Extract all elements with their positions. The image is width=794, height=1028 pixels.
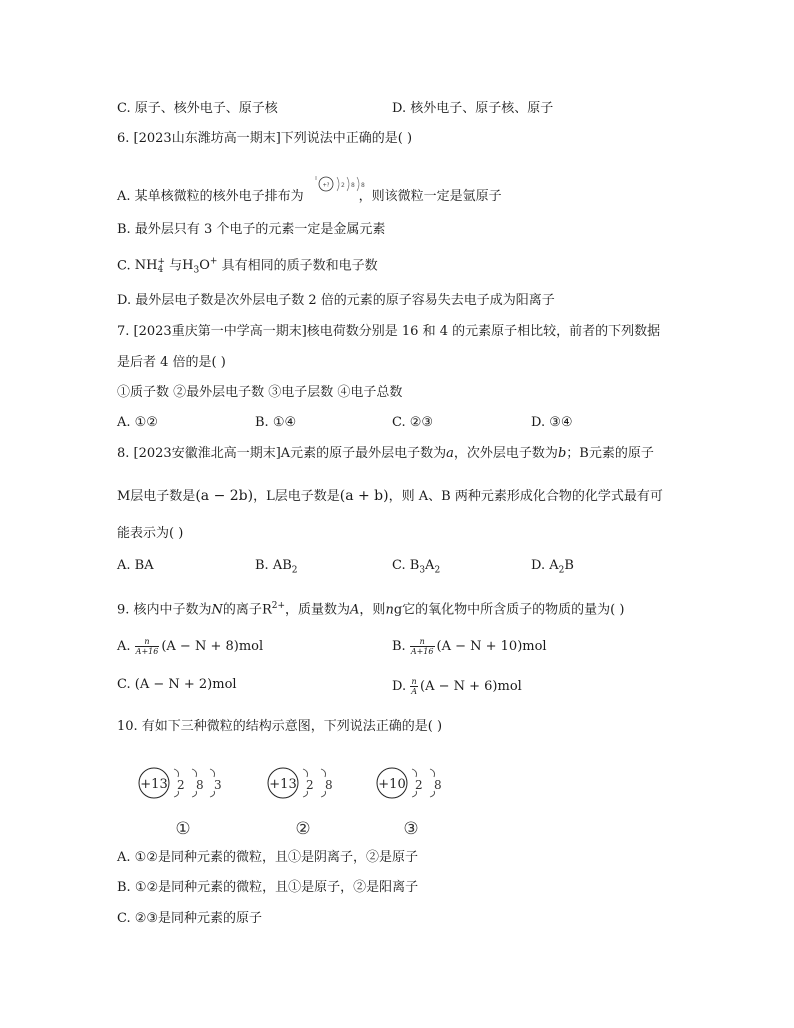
q9-option-c: C. (A − N + 2)mol — [117, 677, 237, 692]
q10-diagram-3 — [374, 763, 464, 841]
q8-line2-suffix: ，则 A、B 两种元素形成化合物的化学式最有可 — [388, 489, 663, 504]
q6-shell-arc-3 — [357, 177, 359, 191]
q10-d2-nucleus-label: +13 — [269, 777, 297, 792]
q10-d1-shell-3: 3 — [214, 778, 222, 792]
q6-h3o-formula: $H_3O^+$ — [182, 257, 218, 276]
q9-d-fraction: $\frac{n}{A}$ — [411, 677, 418, 696]
q6-atom-diagram — [314, 174, 374, 196]
q6-nucleus-label: +? — [322, 182, 330, 189]
q6-nh4-formula: NH + 4 — [134, 256, 166, 275]
q10-option-c: C. ②③是同种元素的原子 — [117, 911, 263, 926]
q10-d1-shell-2: 8 — [196, 778, 204, 792]
q8-option-b: B. $AB_2$ — [255, 558, 298, 576]
q8-line3: 能表示为( ) — [117, 526, 184, 541]
q6-option-b: B. 最外层只有 3 个电子的元素一定是金属元素 — [117, 222, 386, 237]
q8-var-b: b — [557, 446, 567, 461]
q10-d3-nucleus-label: +10 — [378, 777, 406, 792]
q8-expr-m-shell: (a − 2b) — [195, 488, 254, 504]
q10-d2-shell-2: 8 — [325, 778, 333, 792]
q8-line1 — [117, 446, 654, 462]
q5-option-c: C. 原子、核外电子、原子核 — [117, 101, 278, 116]
q6-shell-3: 8 — [361, 182, 365, 189]
q8-line1-suffix: ；B元素的原子 — [566, 446, 654, 461]
q8-line1-prefix: 8. [2023安徽淮北高一期末]A元素的原子最外层电子数为 — [117, 446, 447, 461]
q7-stem-line1: 7. [2023重庆第一中学高一期末]核电荷数分别是 16 和 4 的元素原子相比较，前者的下列数据 — [117, 324, 661, 339]
q9-b-fraction: $\frac{n}{A+16}$ — [410, 637, 434, 656]
q10-stem: 10. 有如下三种微粒的结构示意图，下列说法正确的是( ) — [117, 719, 443, 734]
q10-diagram-1 — [136, 763, 236, 841]
q8-option-c: C. $B_3A_2$ — [392, 558, 441, 576]
q7-option-c: C. ②③ — [392, 415, 434, 430]
q9-option-a: A. $\frac{n}{A+16}$ (A − N + 8)mol — [117, 637, 264, 656]
q7-option-a: A. ①② — [117, 415, 158, 430]
q6-shell-arc-1 — [337, 177, 339, 191]
q9-option-b: B. $\frac{n}{A+16}$ (A − N + 10)mol — [392, 637, 547, 656]
q6-option-c — [117, 254, 378, 279]
q6-shell-2: 8 — [351, 182, 355, 189]
q6-option-a-suffix: ，则该微粒一定是氩原子 — [358, 189, 502, 204]
q5-option-d: D. 核外电子、原子核、原子 — [392, 101, 554, 116]
q8-line2-mid: ，L层电子数是 — [253, 489, 340, 504]
q6-option-d: D. 最外层电子数是次外层电子数 2 倍的元素的原子容易失去电子成为阳离子 — [117, 293, 555, 308]
q7-stem-line2: 是后者 4 倍的是( ) — [117, 355, 226, 370]
q9-option-d: D. $\frac{n}{A}$ (A − N + 6)mol — [392, 677, 522, 696]
q9-a-fraction: $\frac{n}{A+16}$ — [135, 637, 159, 656]
q6-shell-1: 2 — [341, 182, 345, 189]
q6-option-a-prefix: A. 某单核微粒的核外电子排布为 — [117, 189, 304, 204]
q8-line2 — [117, 488, 663, 505]
q8-line2-prefix: M层电子数是 — [117, 489, 196, 504]
q7-option-b: B. ①④ — [255, 415, 297, 430]
q10-d3-shell-2: 8 — [434, 778, 442, 792]
q9-stem: 9. 核内中子数为N的离子$R^{2+}$，质量数为A，则ng它的氧化物中所含质子的物质的量为( ) — [117, 601, 625, 618]
q10-d1-nucleus-label: +13 — [140, 777, 168, 792]
q6-shell-arc-2 — [347, 177, 349, 191]
q10-d1-label: ① — [175, 819, 191, 839]
q10-d1-shell-1: 2 — [177, 778, 185, 792]
q8-option-a: A. BA — [117, 558, 154, 573]
q6-option-c-mid: 与 — [165, 258, 183, 274]
q6-stem: 6. [2023山东潍坊高一期末]下列说法中正确的是( ) — [117, 131, 413, 146]
q8-var-a: a — [446, 446, 454, 461]
q6-option-a — [117, 189, 502, 205]
q6-option-c-prefix: C. — [117, 258, 135, 274]
q10-diagram-2 — [265, 763, 355, 841]
q8-expr-l-shell: (a + b) — [339, 488, 389, 504]
q10-option-b: B. ①②是同种元素的微粒，且①是原子，②是阳离子 — [117, 880, 419, 895]
q7-option-d: D. ③④ — [531, 415, 573, 430]
q6-option-c-suffix: 具有相同的质子数和电子数 — [217, 258, 378, 274]
q7-items: ①质子数 ②最外层电子数 ③电子层数 ④电子总数 — [117, 385, 403, 400]
q10-d3-shell-1: 2 — [415, 778, 423, 792]
q8-option-d: D. $A_2B$ — [531, 558, 574, 576]
q8-line1-mid: ，次外层电子数为 — [453, 446, 558, 461]
q10-option-a: A. ①②是同种元素的微粒，且①是阴离子，②是原子 — [117, 850, 418, 865]
q10-d3-label: ③ — [403, 819, 419, 839]
q10-d2-label: ② — [295, 819, 311, 839]
q10-d2-shell-1: 2 — [306, 778, 314, 792]
